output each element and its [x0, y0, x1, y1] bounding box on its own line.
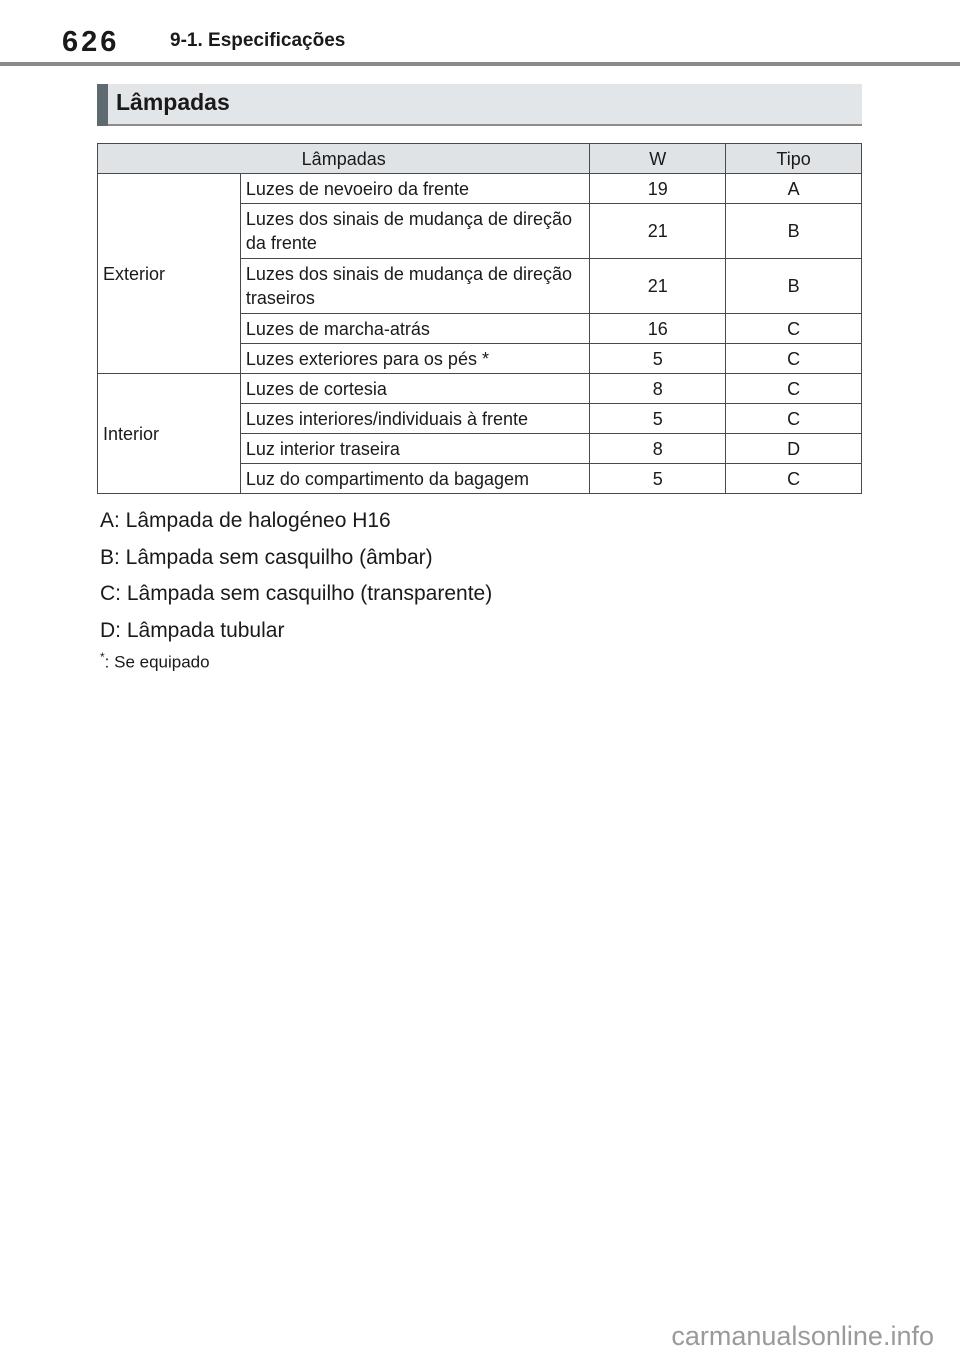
section-heading [97, 84, 862, 126]
bulb-description: Luz interior traseira [240, 434, 590, 464]
column-header-tipo: Tipo [726, 144, 862, 174]
table-row [98, 174, 862, 204]
bulb-description: Luzes exteriores para os pés * [240, 344, 590, 374]
table-row [98, 374, 862, 404]
bulb-watts: 8 [590, 374, 726, 404]
header-title: 9-1. Especificações [170, 30, 346, 51]
section-accent-bar [97, 84, 108, 126]
legend-item-b: B: Lâmpada sem casquilho (âmbar) [100, 545, 433, 569]
bulb-description: Luzes interiores/individuais à frente [240, 404, 590, 434]
bulb-watts: 5 [590, 404, 726, 434]
group-interior: Interior [98, 374, 241, 494]
legend-item-d: D: Lâmpada tubular [100, 618, 285, 642]
table-header-row [98, 144, 862, 174]
header-rule [0, 62, 960, 66]
bulb-type: A [726, 174, 862, 204]
bulb-description: Luzes de marcha-atrás [240, 314, 590, 344]
bulb-watts: 21 [590, 204, 726, 259]
section-title: Lâmpadas [116, 89, 230, 115]
bulb-type: C [726, 344, 862, 374]
bulb-watts: 19 [590, 174, 726, 204]
group-exterior: Exterior [98, 174, 241, 374]
legend-item-a: A: Lâmpada de halogéneo H16 [100, 509, 391, 532]
bulb-description: Luzes dos sinais de mudança de direção traseiros [240, 259, 590, 314]
bulb-type: B [726, 259, 862, 314]
bulb-type: B [726, 204, 862, 259]
bulb-watts: 21 [590, 259, 726, 314]
watermark: carmanualsonline.info [671, 1321, 934, 1351]
bulb-watts: 5 [590, 344, 726, 374]
bulb-description: Luz do compartimento da bagagem [240, 464, 590, 494]
bulb-description: Luzes dos sinais de mudança de direção da frente [240, 204, 590, 259]
bulb-type: C [726, 464, 862, 494]
bulb-watts: 5 [590, 464, 726, 494]
bulb-watts: 16 [590, 314, 726, 344]
footnote-mark: * [100, 650, 105, 664]
footnote [100, 650, 210, 673]
footnote-text: : Se equipado [104, 652, 210, 672]
bulb-type: C [726, 314, 862, 344]
bulb-description: Luzes de cortesia [240, 374, 590, 404]
legend-item-c: C: Lâmpada sem casquilho (transparente) [100, 582, 493, 605]
bulb-type: C [726, 404, 862, 434]
bulb-type-legend [100, 508, 492, 654]
bulb-watts: 8 [590, 434, 726, 464]
page-number: 626 [62, 26, 120, 58]
column-header-w: W [590, 144, 726, 174]
bulb-description: Luzes de nevoeiro da frente [240, 174, 590, 204]
bulb-type: C [726, 374, 862, 404]
bulb-type: D [726, 434, 862, 464]
column-header-lampadas: Lâmpadas [98, 144, 590, 174]
bulb-spec-table [97, 143, 862, 494]
